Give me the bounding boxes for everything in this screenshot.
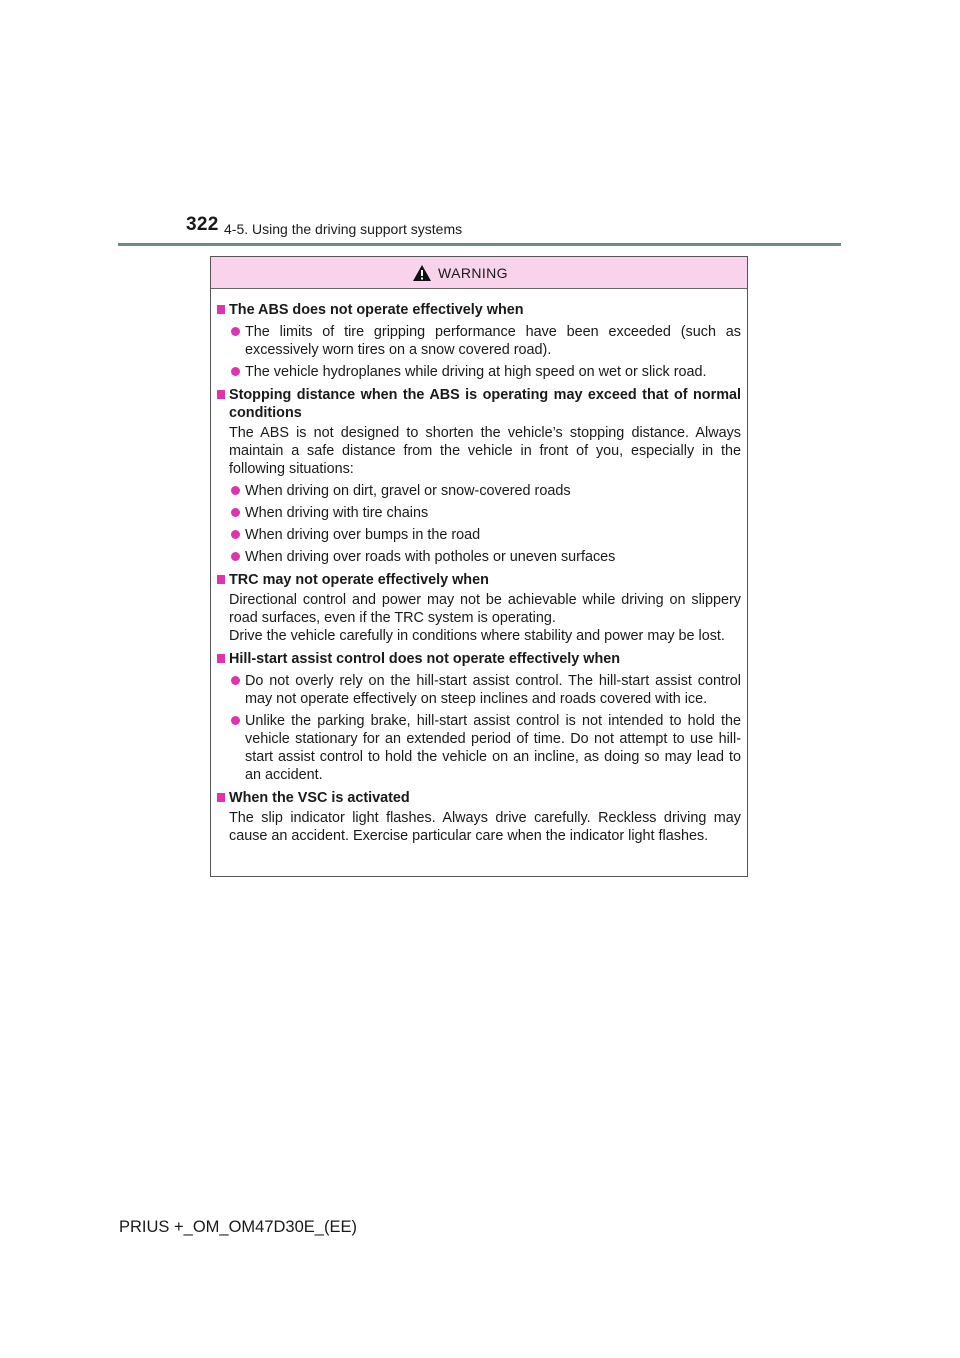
round-bullet-icon (231, 716, 240, 725)
warning-header (211, 257, 747, 289)
footer-doc-id: PRIUS +_OM_OM47D30E_(EE) (119, 1218, 357, 1236)
warning-triangle-icon (412, 264, 432, 282)
topic-heading: When the VSC is activated (217, 789, 741, 807)
paragraph: The ABS is not designed to shorten the vehicle’s stopping distance. Always maintain a safe distance from the vehicle in front of you, especially in the following situations: (229, 425, 741, 477)
paragraph: The slip indicator light flashes. Always drive carefully. Reckless driving may cause an accident. Exercise particular care when the indicator light flashes. (229, 810, 741, 844)
list-item: Do not overly rely on the hill-start assist control. The hill-start assist control may not operate effectively on steep inclines and roads covered with ice. (231, 672, 741, 708)
topic-heading: Hill-start assist control does not operate effectively when (217, 650, 741, 668)
round-bullet-icon (231, 676, 240, 685)
round-bullet-icon (231, 327, 240, 336)
paragraph: Directional control and power may not be achievable while driving on slippery road surfaces, even if the TRC system is operating. (229, 592, 741, 626)
topic-stopping-distance (217, 386, 741, 566)
square-bullet-icon (217, 793, 225, 802)
list-item: The vehicle hydroplanes while driving at high speed on wet or slick road. (231, 363, 741, 381)
warning-title: WARNING (438, 264, 508, 281)
round-bullet-icon (231, 508, 240, 517)
list-item: Unlike the parking brake, hill-start assist control is not intended to hold the vehicle stationary for an extended period of time. Do not attempt to use hill-start assist control to hold the vehicle on an incline, as doing so may lead to an accident. (231, 712, 741, 784)
square-bullet-icon (217, 654, 225, 663)
list-item: When driving with tire chains (231, 504, 741, 522)
list-item: When driving over bumps in the road (231, 526, 741, 544)
paragraph: Drive the vehicle carefully in conditions where stability and power may be lost. (229, 628, 725, 644)
round-bullet-icon (231, 530, 240, 539)
header-rule (118, 243, 841, 246)
warning-box (210, 256, 748, 877)
round-bullet-icon (231, 552, 240, 561)
list-item: When driving on dirt, gravel or snow-covered roads (231, 482, 741, 500)
topic-heading: Stopping distance when the ABS is operating may exceed that of normal conditions (217, 386, 741, 422)
round-bullet-icon (231, 367, 240, 376)
square-bullet-icon (217, 390, 225, 399)
topic-abs (217, 301, 741, 381)
square-bullet-icon (217, 575, 225, 584)
topic-heading: TRC may not operate effectively when (217, 571, 741, 589)
topic-hill-start (217, 650, 741, 784)
square-bullet-icon (217, 305, 225, 314)
list-item: When driving over roads with potholes or uneven surfaces (231, 548, 741, 566)
list-item: The limits of tire gripping performance have been exceeded (such as excessively worn tires on a snow covered road). (231, 323, 741, 359)
topic-trc (217, 571, 741, 645)
topic-vsc (217, 789, 741, 845)
round-bullet-icon (231, 486, 240, 495)
page-number: 322 (186, 214, 219, 235)
warning-body (211, 289, 747, 845)
section-title: 4-5. Using the driving support systems (224, 221, 463, 237)
topic-heading: The ABS does not operate effectively when (217, 301, 741, 319)
